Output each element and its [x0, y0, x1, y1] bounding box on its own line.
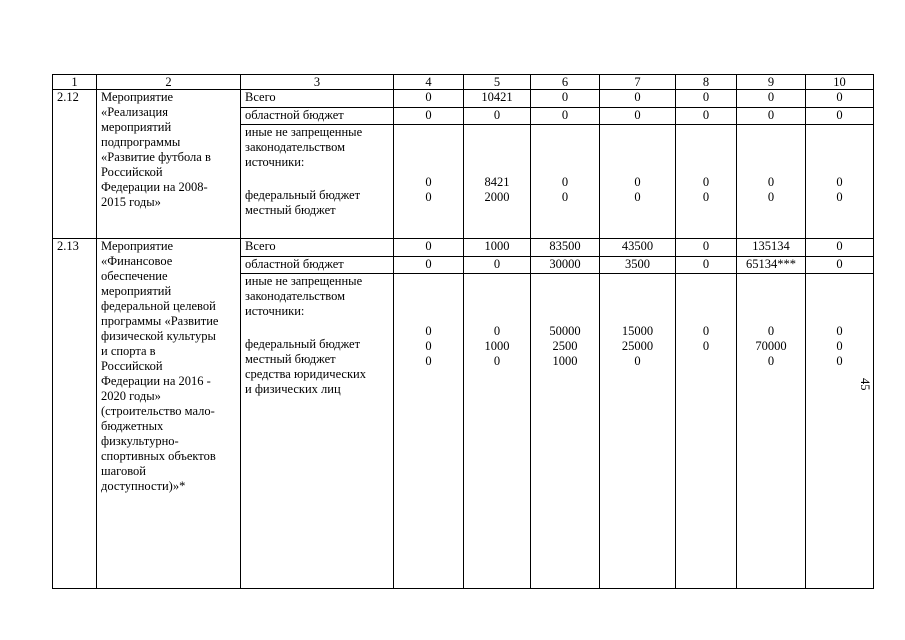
value-cell: 0 [676, 257, 737, 274]
value-cell: 0 [464, 108, 531, 125]
value-cell: 0 [676, 108, 737, 125]
page-number: 45 [858, 378, 872, 391]
value-cell: 0 0 [737, 125, 806, 239]
value-cell: 0 0 [394, 125, 464, 239]
value-cell: 50000 2500 1000 [531, 274, 600, 589]
table-row [53, 239, 874, 257]
column-header: 3 [241, 75, 394, 90]
value-cell: 0 [737, 108, 806, 125]
total-label: Всего [241, 90, 394, 108]
value-cell: 0 [806, 257, 874, 274]
value-cell: 0 0 [600, 125, 676, 239]
value-cell: 83500 [531, 239, 600, 257]
value-cell: 0 [531, 90, 600, 108]
regional-budget-label: областной бюджет [241, 257, 394, 274]
value-cell: 0 0 [806, 125, 874, 239]
table-row [53, 90, 874, 108]
value-cell: 0 [394, 90, 464, 108]
value-cell: 15000 25000 0 [600, 274, 676, 589]
item-title: Мероприятие «Финансовое обеспечение мероприятий федеральной целевой программы «Развитие физической культуры и спорта в Российской Федерации на 2016 - 2020 годы» (строительство мало- бюджетных физкультурно- спортивных объектов шаговой доступности)»* [97, 239, 241, 589]
value-cell: 0 1000 0 [464, 274, 531, 589]
value-cell: 30000 [531, 257, 600, 274]
value-cell: 0 [600, 90, 676, 108]
value-cell: 3500 [600, 257, 676, 274]
value-cell: 0 [394, 257, 464, 274]
total-label: Всего [241, 239, 394, 257]
value-cell: 0 [737, 90, 806, 108]
value-cell: 0 0 [676, 125, 737, 239]
value-cell: 65134*** [737, 257, 806, 274]
value-cell: 0 [806, 108, 874, 125]
value-cell: 10421 [464, 90, 531, 108]
value-cell: 0 [394, 239, 464, 257]
column-header: 1 [53, 75, 97, 90]
source-label: местный бюджет [245, 352, 336, 366]
value-cell: 0 0 0 [806, 274, 874, 589]
column-header: 6 [531, 75, 600, 90]
value-cell: 0 0 0 [394, 274, 464, 589]
column-number-row [53, 75, 874, 90]
column-header: 5 [464, 75, 531, 90]
value-cell: 0 [600, 108, 676, 125]
value-cell: 0 [806, 90, 874, 108]
value-cell: 0 [464, 257, 531, 274]
column-header: 4 [394, 75, 464, 90]
item-number: 2.12 [53, 90, 97, 239]
value-cell: 0 70000 0 [737, 274, 806, 589]
value-cell: 0 [676, 90, 737, 108]
value-cell: 43500 [600, 239, 676, 257]
source-label: местный бюджет [245, 203, 336, 217]
source-label: средства юридических [245, 367, 366, 381]
value-cell: 8421 2000 [464, 125, 531, 239]
value-cell: 0 [806, 239, 874, 257]
source-label: федеральный бюджет [245, 337, 361, 351]
other-sources-cell: иные не запрещенные законодательством источники: федеральный бюджет местный бюджет [241, 125, 394, 239]
column-header: 10 [806, 75, 874, 90]
value-cell: 0 0 [531, 125, 600, 239]
source-label: федеральный бюджет [245, 188, 361, 202]
value-cell: 0 [676, 239, 737, 257]
value-cell: 0 [394, 108, 464, 125]
column-header: 2 [97, 75, 241, 90]
item-number: 2.13 [53, 239, 97, 589]
column-header: 8 [676, 75, 737, 90]
value-cell: 135134 [737, 239, 806, 257]
column-header: 9 [737, 75, 806, 90]
source-label: и физических лиц [245, 382, 341, 396]
value-cell: 0 0 [676, 274, 737, 589]
item-title: Мероприятие «Реализация мероприятий подпрограммы «Развитие футбола в Российской Федерации на 2008- 2015 годы» [97, 90, 241, 239]
other-sources-cell: иные не запрещенные законодательством источники: федеральный бюджет местный бюджет средства юридических и физических лиц [241, 274, 394, 589]
budget-table [52, 74, 874, 589]
value-cell: 0 [531, 108, 600, 125]
column-header: 7 [600, 75, 676, 90]
value-cell: 1000 [464, 239, 531, 257]
regional-budget-label: областной бюджет [241, 108, 394, 125]
